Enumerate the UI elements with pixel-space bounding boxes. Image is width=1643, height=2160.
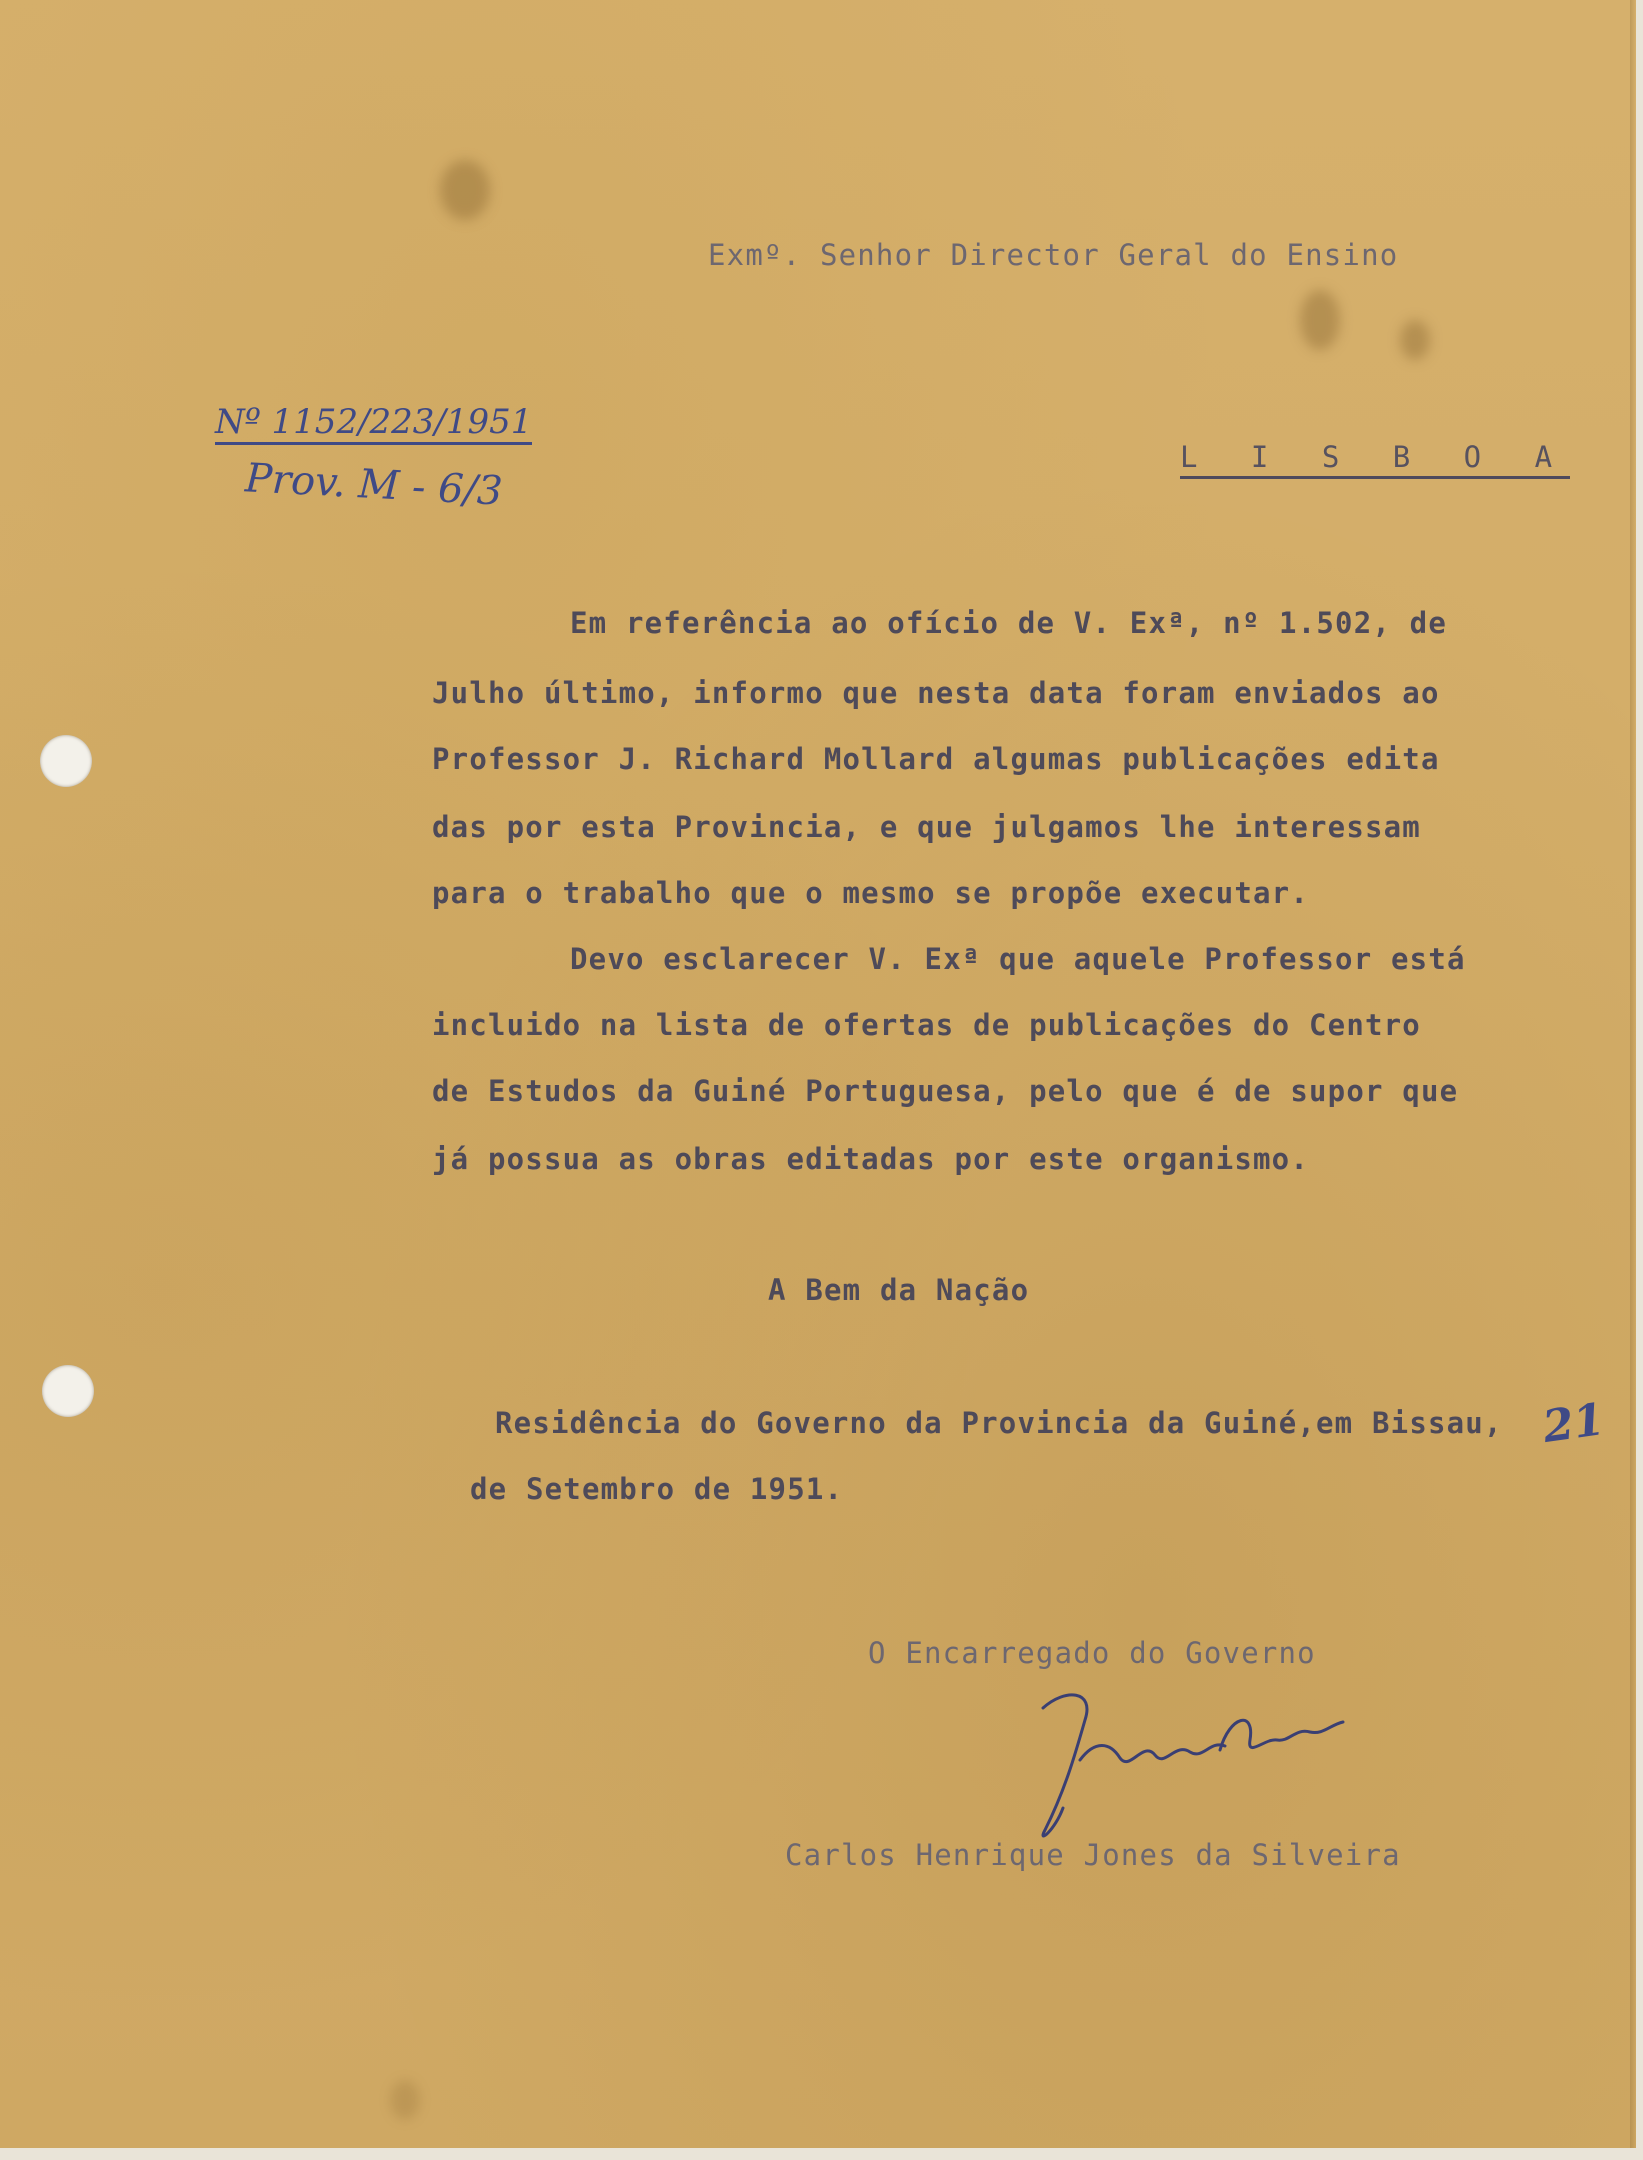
body-line: para o trabalho que o mesmo se propõe executar. (432, 876, 1309, 910)
body-line: já possua as obras editadas por este organismo. (432, 1142, 1309, 1176)
place-date-line-1: Residência do Governo da Provincia da Guiné,em Bissau, (495, 1406, 1503, 1440)
stain (440, 160, 490, 220)
handwritten-signature (1025, 1680, 1355, 1860)
page-edge-shadow (1630, 0, 1636, 2148)
addressee-line: Exmº. Senhor Director Geral do Ensino (708, 238, 1399, 272)
body-line: Em referência ao ofício de V. Exª, nº 1.502, de (570, 606, 1447, 640)
city-line: L I S B O A (1180, 440, 1570, 479)
handwritten-annotation: Prov. M - 6/3 (243, 455, 504, 515)
body-line: incluido na lista de ofertas de publicações do Centro (432, 1008, 1421, 1042)
reference-number: Nº 1152/223/1951 (215, 402, 532, 445)
body-line: de Estudos da Guiné Portuguesa, pelo que é de supor que (432, 1074, 1459, 1108)
punch-hole-bottom (42, 1365, 94, 1417)
stain (1300, 290, 1340, 350)
place-date-line-2: de Setembro de 1951. (470, 1472, 844, 1506)
closing-title: O Encarregado do Governo (868, 1636, 1316, 1670)
body-line: Professor J. Richard Mollard algumas publicações edita (432, 742, 1440, 776)
body-line: Julho último, informo que nesta data foram enviados ao (432, 676, 1440, 710)
punch-hole-top (40, 735, 92, 787)
stain (1400, 320, 1430, 360)
salutation: A Bem da Nação (768, 1273, 1030, 1307)
body-line: Devo esclarecer V. Exª que aquele Professor está (570, 942, 1466, 976)
handwritten-day: 21 (1539, 1393, 1608, 1454)
signatory-name: Carlos Henrique Jones da Silveira (785, 1838, 1401, 1872)
body-line: das por esta Provincia, e que julgamos lhe interessam (432, 810, 1421, 844)
stain (390, 2080, 420, 2120)
